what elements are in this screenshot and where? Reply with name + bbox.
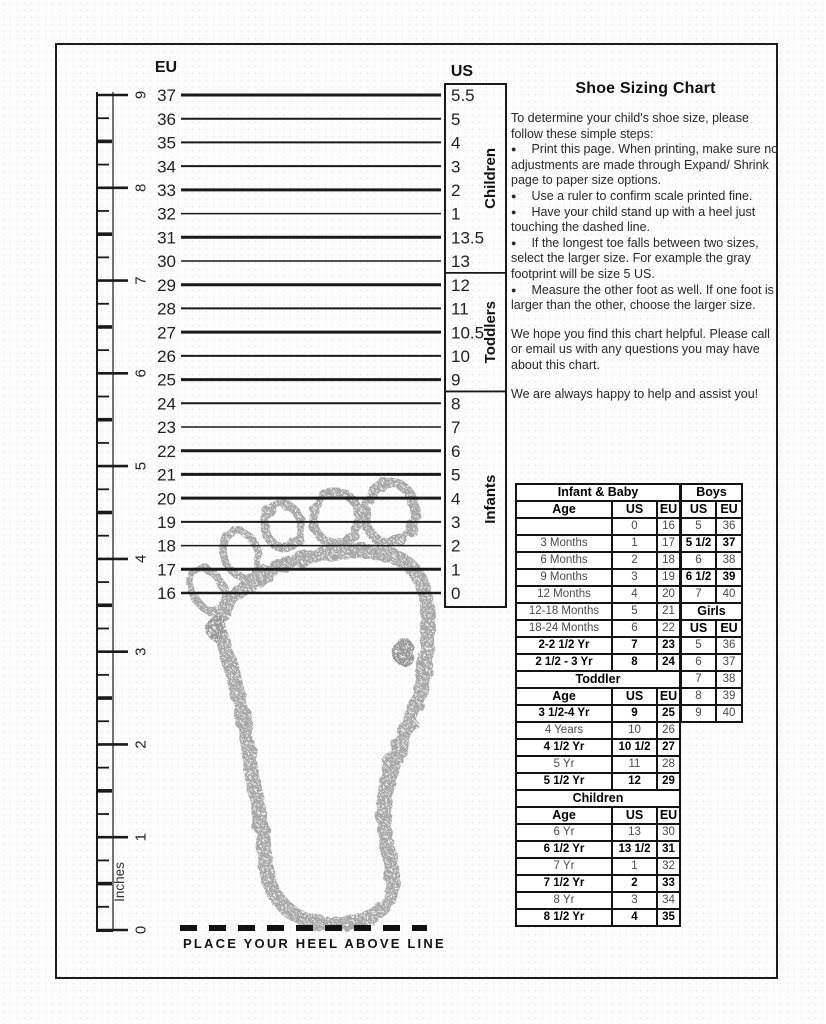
table-cell: 6 1/2 Yr bbox=[517, 842, 611, 857]
bullet-icon: ● bbox=[511, 206, 517, 217]
table-cell: 8 1/2 Yr bbox=[517, 910, 611, 925]
table-column-header: EU bbox=[717, 502, 741, 517]
table-cell: 22 bbox=[658, 621, 679, 636]
us-size-label: 4 bbox=[451, 133, 461, 153]
footprint-big-toe bbox=[362, 481, 418, 546]
us-size-label: 2 bbox=[451, 536, 461, 556]
table-cell: 5 bbox=[682, 638, 715, 653]
eu-size-label: 33 bbox=[157, 180, 176, 200]
table-column-header: Age bbox=[517, 689, 611, 704]
table-cell: 38 bbox=[717, 553, 741, 568]
ruler-inch-label: 5 bbox=[132, 461, 150, 471]
us-size-label: 11 bbox=[451, 299, 469, 319]
table-cell: 28 bbox=[658, 757, 679, 772]
ruler-inch-label: 4 bbox=[132, 554, 150, 564]
eu-size-label: 18 bbox=[157, 536, 176, 556]
table-cell: 24 bbox=[658, 655, 679, 670]
footprint-outline bbox=[219, 550, 429, 923]
table-cell: 17 bbox=[658, 536, 679, 551]
table-cell: 34 bbox=[658, 893, 679, 908]
us-size-label: 1 bbox=[451, 204, 461, 224]
table-cell: 31 bbox=[658, 842, 679, 857]
table-cell: 10 1/2 bbox=[613, 740, 656, 755]
bullet-text: Print this page. When printing, make sure no adjustments are made through Expand/ Shrink page to paper size options. bbox=[511, 142, 779, 188]
table-section-header: Children bbox=[517, 791, 679, 806]
table-cell: 38 bbox=[717, 672, 741, 687]
us-size-label: 13 bbox=[451, 252, 470, 272]
table-cell: 8 bbox=[682, 689, 715, 704]
table-cell: 23 bbox=[658, 638, 679, 653]
bullet-item bbox=[511, 205, 780, 236]
instructions-bullet-list bbox=[511, 142, 780, 314]
table-cell: 1 bbox=[613, 859, 656, 874]
table-cell: 37 bbox=[717, 536, 741, 551]
gray-footprint bbox=[184, 481, 428, 924]
eu-size-label: 16 bbox=[157, 584, 176, 604]
table-cell: 40 bbox=[717, 587, 741, 602]
table-cell: 8 Yr bbox=[517, 893, 611, 908]
table-cell: 12-18 Months bbox=[517, 604, 611, 619]
table-cell: 25 bbox=[658, 706, 679, 721]
eu-size-label: 20 bbox=[157, 489, 176, 509]
table-cell: 6 Yr bbox=[517, 825, 611, 840]
us-size-label: 5 bbox=[451, 109, 461, 129]
table-cell: 2 bbox=[613, 553, 656, 568]
us-size-label: 9 bbox=[451, 370, 461, 390]
ruler-inch-label: 9 bbox=[132, 90, 150, 100]
eu-size-label: 30 bbox=[157, 252, 176, 272]
table-cell: 1 bbox=[613, 536, 656, 551]
ruler-inch-label: 6 bbox=[132, 369, 150, 378]
table-cell: 5 1/2 bbox=[682, 536, 715, 551]
us-size-label: 5 bbox=[451, 465, 461, 485]
table-cell: 18-24 Months bbox=[517, 621, 611, 636]
eu-size-label: 23 bbox=[157, 418, 176, 438]
eu-size-label: 22 bbox=[157, 441, 176, 461]
table-cell: 3 bbox=[613, 570, 656, 585]
us-size-label: 13.5 bbox=[451, 228, 485, 248]
ruler-inch-label: 8 bbox=[132, 183, 150, 192]
instructions-closing bbox=[511, 327, 780, 402]
table-cell: 12 bbox=[613, 774, 656, 789]
us-size-label: 7 bbox=[451, 418, 461, 438]
bullet-item bbox=[511, 283, 780, 314]
table-cell: 6 bbox=[613, 621, 656, 636]
us-size-label: 5.5 bbox=[451, 86, 475, 106]
table-cell: 2 bbox=[613, 876, 656, 891]
table-cell: 4 bbox=[613, 587, 656, 602]
table-cell: 3 bbox=[613, 893, 656, 908]
table-cell: 16 bbox=[658, 519, 679, 534]
heel-line-label: PLACE YOUR HEEL ABOVE LINE bbox=[183, 936, 446, 951]
us-size-label: 2 bbox=[451, 180, 461, 200]
table-column-header: EU bbox=[659, 502, 678, 516]
eu-size-label: 36 bbox=[157, 109, 176, 129]
footprint-blob-left bbox=[206, 615, 226, 641]
table-cell: 35 bbox=[658, 910, 679, 925]
table-cell: 39 bbox=[717, 689, 741, 704]
size-table-age bbox=[515, 483, 681, 927]
eu-size-label: 21 bbox=[157, 465, 176, 485]
eu-size-label: 27 bbox=[157, 323, 176, 343]
bullet-item bbox=[511, 189, 780, 205]
table-cell: 5 bbox=[613, 604, 656, 619]
table-column-header: EU bbox=[717, 621, 741, 636]
eu-size-label: 24 bbox=[157, 394, 176, 414]
eu-size-label: 29 bbox=[157, 275, 176, 295]
us-section-label-toddlers: Toddlers bbox=[482, 301, 499, 364]
eu-size-label: 17 bbox=[157, 560, 176, 580]
us-size-label: 8 bbox=[451, 394, 461, 414]
bullet-text: Measure the other foot as well. If one foot is larger than the other, choose the larger size. bbox=[511, 282, 774, 313]
eu-size-label: 19 bbox=[157, 512, 176, 532]
table-cell: 7 bbox=[682, 672, 715, 687]
table-column-header: US bbox=[682, 502, 715, 517]
table-cell: 29 bbox=[658, 774, 679, 789]
eu-size-label: 26 bbox=[157, 346, 176, 366]
table-cell: 21 bbox=[658, 604, 679, 619]
table-column-header: EU bbox=[659, 689, 678, 703]
table-cell: 37 bbox=[717, 655, 741, 670]
ruler-inch-label: 0 bbox=[132, 925, 150, 935]
us-size-label: 1 bbox=[451, 560, 461, 580]
us-size-label: 4 bbox=[451, 489, 461, 509]
us-size-label: 3 bbox=[451, 157, 461, 177]
us-size-label: 10.5 bbox=[451, 323, 485, 343]
closing-paragraph: We are always happy to help and assist you! bbox=[511, 386, 759, 401]
closing-paragraph: We hope you find this chart helpful. Please call or email us with any questions you may have about this chart. bbox=[511, 326, 770, 372]
table-cell: 2-2 1/2 Yr bbox=[517, 638, 611, 653]
eu-size-label: 25 bbox=[157, 370, 176, 390]
table-column-header: Age bbox=[517, 502, 611, 517]
table-cell: 39 bbox=[717, 570, 741, 585]
eu-column-header: EU bbox=[154, 58, 178, 76]
us-section-label-infants: Infants bbox=[482, 474, 499, 524]
bullet-icon: ● bbox=[511, 284, 517, 295]
ruler-inch-label: 1 bbox=[132, 833, 150, 842]
table-cell: 11 bbox=[613, 757, 656, 772]
us-size-label: 6 bbox=[451, 441, 461, 461]
size-table-boys-girls bbox=[680, 483, 743, 723]
bullet-icon: ● bbox=[511, 237, 517, 248]
eu-size-label: 32 bbox=[157, 204, 176, 224]
table-cell: 33 bbox=[658, 876, 679, 891]
table-cell: 2 1/2 - 3 Yr bbox=[517, 655, 611, 670]
eu-size-label: 34 bbox=[157, 157, 176, 177]
table-cell: 3 Months bbox=[517, 536, 611, 551]
footprint-toe-4 bbox=[216, 525, 266, 582]
table-cell: 4 Years bbox=[517, 723, 611, 738]
us-section-label-children: Children bbox=[482, 148, 499, 209]
table-cell: 36 bbox=[717, 519, 741, 534]
table-cell: 7 1/2 Yr bbox=[517, 876, 611, 891]
page-title: Shoe Sizing Chart bbox=[575, 80, 716, 97]
eu-size-label: 28 bbox=[157, 299, 176, 319]
table-cell: 7 bbox=[613, 638, 656, 653]
ruler-inch-label: 2 bbox=[132, 740, 150, 749]
ruler-inch-label: 7 bbox=[132, 276, 150, 285]
bullet-item bbox=[511, 236, 780, 283]
footprint-little-toe bbox=[184, 563, 232, 618]
table-cell: 26 bbox=[658, 723, 679, 738]
table-cell: 0 bbox=[613, 519, 656, 534]
table-cell: 6 bbox=[682, 553, 715, 568]
table-cell: 13 bbox=[613, 825, 656, 840]
table-cell bbox=[517, 519, 611, 534]
us-size-label: 12 bbox=[451, 275, 470, 295]
eu-size-label: 37 bbox=[157, 86, 176, 106]
table-section-header: Boys bbox=[682, 485, 741, 500]
bullet-item bbox=[511, 142, 780, 189]
table-column-header: US bbox=[613, 502, 656, 517]
ruler-inch-label: 3 bbox=[132, 647, 150, 656]
table-cell: 20 bbox=[658, 587, 679, 602]
table-section-header: Toddler bbox=[517, 672, 679, 687]
table-cell: 13 1/2 bbox=[613, 842, 656, 857]
instructions-panel bbox=[511, 80, 780, 402]
table-cell: 9 bbox=[613, 706, 656, 721]
bullet-text: Have your child stand up with a heel just touching the dashed line. bbox=[511, 204, 756, 235]
footprint-toe-3 bbox=[261, 501, 305, 552]
table-column-header: Age bbox=[517, 808, 611, 823]
table-cell: 12 Months bbox=[517, 587, 611, 602]
table-cell: 3 1/2-4 Yr bbox=[517, 706, 611, 721]
table-cell: 6 Months bbox=[517, 553, 611, 568]
table-column-header: EU bbox=[659, 808, 678, 822]
table-cell: 6 bbox=[682, 655, 715, 670]
bullet-text: Use a ruler to confirm scale printed fine. bbox=[531, 188, 753, 203]
bullet-icon: ● bbox=[511, 190, 517, 201]
us-size-label: 3 bbox=[451, 512, 461, 532]
eu-size-label: 35 bbox=[157, 133, 176, 153]
table-cell: 36 bbox=[717, 638, 741, 653]
table-cell: 10 bbox=[613, 723, 656, 738]
table-cell: 40 bbox=[717, 706, 741, 721]
table-cell: 9 Months bbox=[517, 570, 611, 585]
bullet-text: If the longest toe falls between two sizes, select the larger size. For example the gray footprint will be size 5 US. bbox=[511, 235, 759, 281]
table-column-header: US bbox=[682, 621, 715, 636]
table-cell: 27 bbox=[658, 740, 679, 755]
table-cell: 32 bbox=[658, 859, 679, 874]
table-cell: 7 bbox=[682, 587, 715, 602]
table-section-header: Girls bbox=[682, 604, 741, 619]
table-cell: 5 Yr bbox=[517, 757, 611, 772]
table-cell: 5 bbox=[682, 519, 715, 534]
instructions-intro: To determine your child's shoe size, please follow these simple steps: bbox=[511, 111, 749, 141]
us-column-header: US bbox=[450, 62, 474, 80]
table-cell: 4 bbox=[613, 910, 656, 925]
table-cell: 4 1/2 Yr bbox=[517, 740, 611, 755]
bullet-icon: ● bbox=[511, 144, 517, 155]
ruler-inches-label: Inches bbox=[112, 862, 127, 902]
table-column-header: US bbox=[613, 689, 656, 704]
table-cell: 8 bbox=[613, 655, 656, 670]
us-size-label: 10 bbox=[451, 346, 470, 366]
footprint-blob-right bbox=[393, 638, 415, 666]
eu-size-label: 31 bbox=[157, 228, 176, 248]
us-size-label: 0 bbox=[451, 584, 461, 604]
table-cell: 30 bbox=[658, 825, 679, 840]
table-column-header: US bbox=[613, 808, 656, 823]
table-section-header: Infant & Baby bbox=[517, 485, 679, 500]
table-cell: 9 bbox=[682, 706, 715, 721]
table-cell: 5 1/2 Yr bbox=[517, 774, 611, 789]
table-cell: 6 1/2 bbox=[682, 570, 715, 585]
table-cell: 7 Yr bbox=[517, 859, 611, 874]
table-cell: 19 bbox=[658, 570, 679, 585]
table-cell: 18 bbox=[658, 553, 679, 568]
